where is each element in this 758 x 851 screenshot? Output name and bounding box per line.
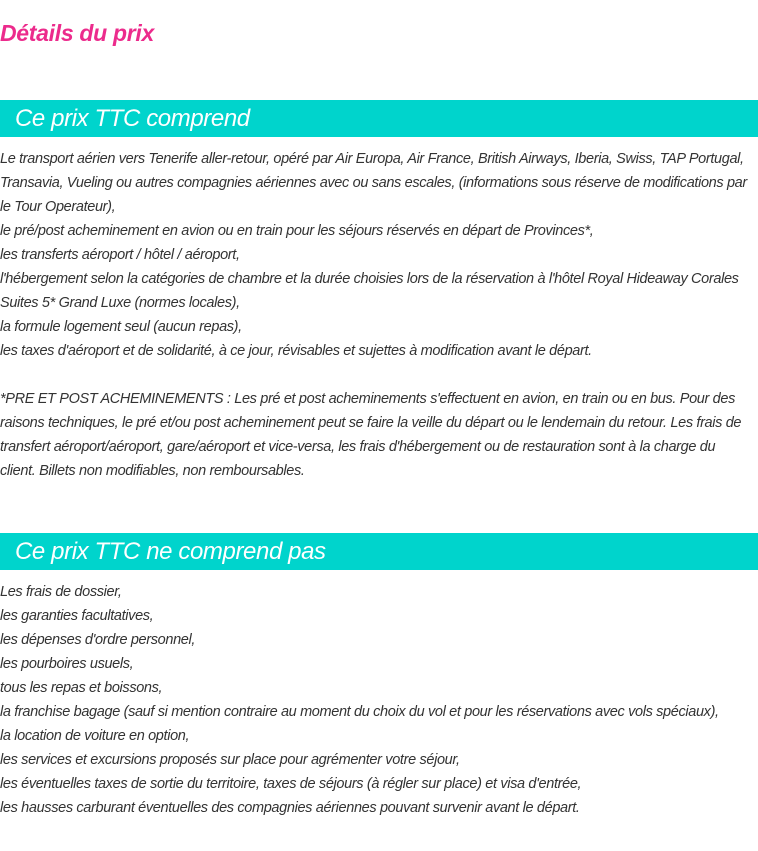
excluded-item: les services et excursions proposés sur place pour agrémenter votre séjour, bbox=[0, 752, 460, 768]
excluded-item: la location de voiture en option, bbox=[0, 728, 190, 744]
excluded-item: les garanties facultatives, bbox=[0, 608, 154, 624]
excluded-item: les pourboires usuels, bbox=[0, 656, 134, 672]
included-heading: Ce prix TTC comprend bbox=[15, 104, 250, 132]
excluded-item: Les frais de dossier, bbox=[0, 584, 122, 600]
included-section-header bbox=[0, 100, 758, 137]
included-item: les taxes d'aéroport et de solidarité, à ce jour, révisables et sujettes à modification avant le départ. bbox=[0, 343, 592, 359]
included-item: le pré/post acheminement en avion ou en train pour les séjours réservés en départ de Provinces*, bbox=[0, 223, 594, 239]
excluded-item: les éventuelles taxes de sortie du territoire, taxes de séjours (à régler sur place) et visa d'entrée, bbox=[0, 776, 582, 792]
excluded-item: les hausses carburant éventuelles des compagnies aériennes pouvant survenir avant le départ. bbox=[0, 800, 580, 816]
included-item: l'hébergement selon la catégories de chambre et la durée choisies lors de la réservation à l'hôtel Royal Hideaway Corales Suites 5* Grand Luxe (normes locales), bbox=[0, 271, 739, 311]
included-item: Le transport aérien vers Tenerife aller-retour, opéré par Air Europa, Air France, British Airways, Iberia, Swiss, TAP Portugal, Transavia, Vueling ou autres compagnies aériennes avec ou sans escales, (informations sous réserve de modifications par le Tour Operateur), bbox=[0, 151, 747, 215]
included-item: la formule logement seul (aucun repas), bbox=[0, 319, 242, 335]
excluded-list bbox=[0, 580, 752, 820]
excluded-section-header bbox=[0, 533, 758, 570]
excluded-heading: Ce prix TTC ne comprend pas bbox=[15, 537, 326, 565]
page-title: Détails du prix bbox=[0, 20, 154, 46]
excluded-item: la franchise bagage (sauf si mention contraire au moment du choix du vol et pour les réservations avec vols spéciaux), bbox=[0, 704, 719, 720]
included-item: les transferts aéroport / hôtel / aéroport, bbox=[0, 247, 240, 263]
excluded-item: tous les repas et boissons, bbox=[0, 680, 163, 696]
excluded-item: les dépenses d'ordre personnel, bbox=[0, 632, 196, 648]
included-list bbox=[0, 147, 752, 483]
transfer-note: *PRE ET POST ACHEMINEMENTS : Les pré et post acheminements s'effectuent en avion, en train ou en bus. Pour des raisons techniques, le pré et/ou post acheminement peut se faire la veille du départ ou le lendemain du retour. Les frais de transfert aéroport/aéroport, gare/aéroport et vice-versa, les frais d'hébergement ou de restauration sont à la charge du client. Billets non modifiables, non remboursables. bbox=[0, 391, 742, 479]
